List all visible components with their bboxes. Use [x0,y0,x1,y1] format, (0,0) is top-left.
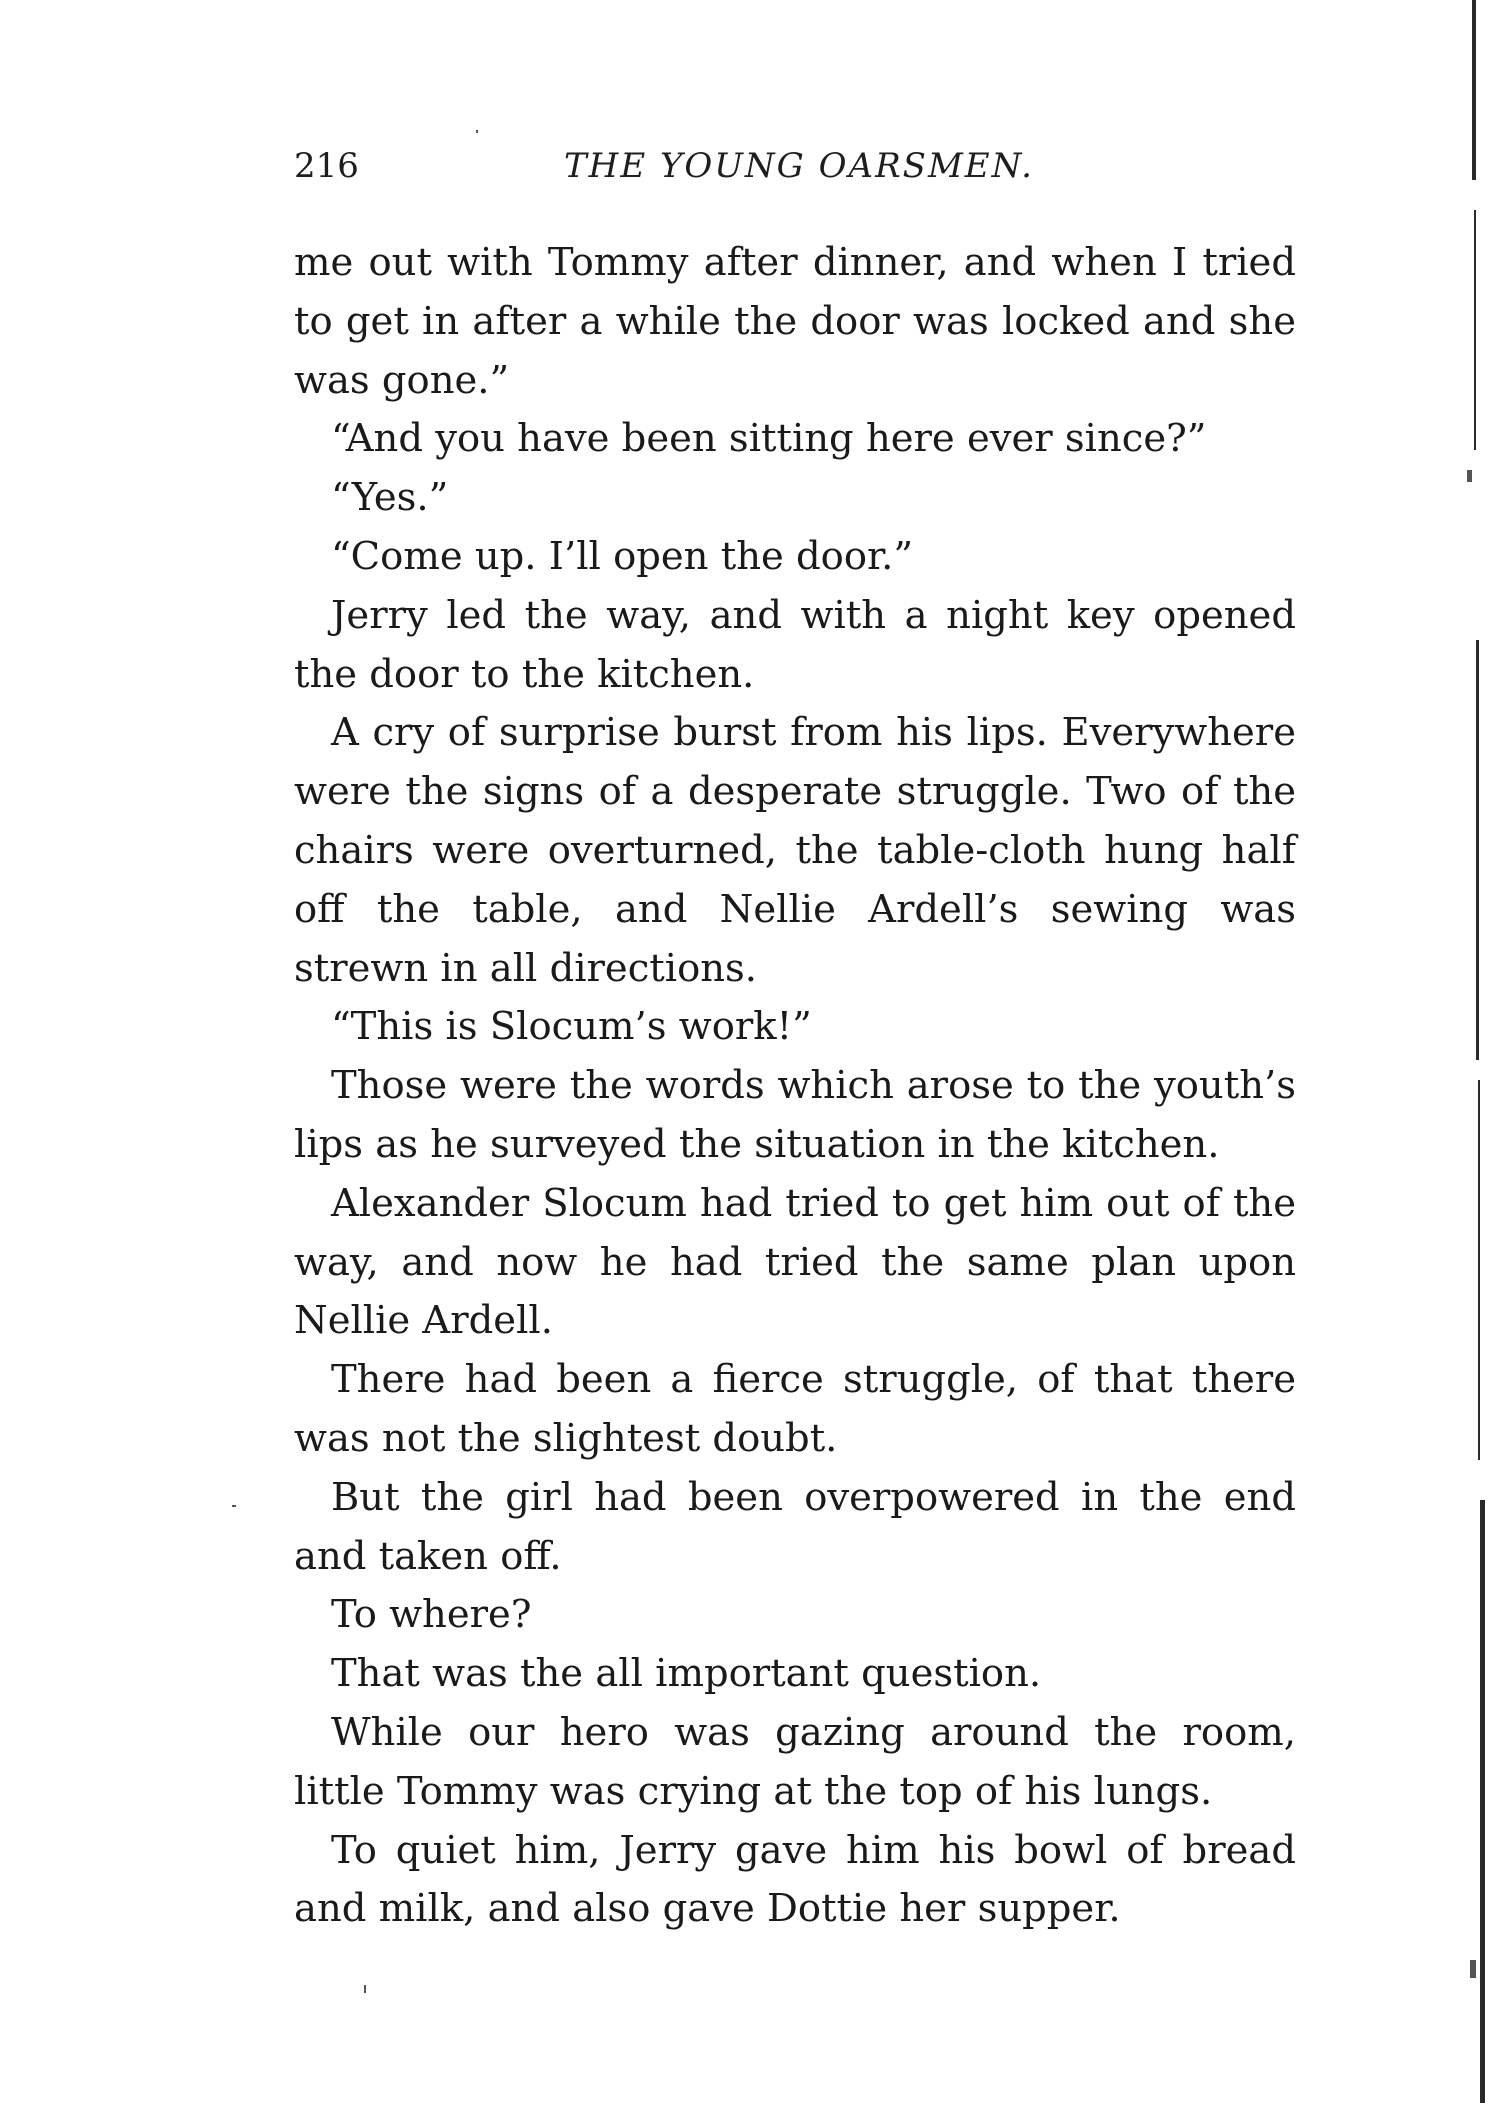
paragraph: “Come up. I’ll open the door.” [331,533,914,579]
paragraph: But the girl had been overpowered in the end and taken off. [294,1474,1296,1579]
paragraph: me out with Tommy after dinner, and when I tried to get in after a while the door was locked and she was gone.” [294,240,1296,403]
edge-line [1476,640,1479,1060]
page-binding-edge [1462,0,1488,2103]
paragraph: “Yes.” [331,475,449,521]
paragraph: Jerry led the way, and with a night key opened the door to the kitchen. [294,592,1296,697]
paragraph: A cry of surprise burst from his lips. Everywhere were the signs of a desperate struggle. Two of the chairs were overturned, the table-cloth hung half off the table, and Nellie Ardell’s sewing was strewn in all directions. [294,710,1296,991]
edge-line [1472,0,1476,180]
edge-speck [1470,1960,1476,1978]
edge-line [1474,210,1476,450]
running-title: THE YOUNG OARSMEN. [564,146,1034,186]
paragraph: “And you have been sitting here ever since?” [331,416,1207,462]
page-header [294,144,1294,194]
paragraph: To quiet him, Jerry gave him his bowl of bread and milk, and also gave Dottie her supper. [294,1827,1296,1932]
paragraph: Alexander Slocum had tried to get him out of the way, and now he had tried the same plan upon Nellie Ardell. [294,1180,1296,1344]
paper-speck [364,1985,366,1993]
body-text [294,234,1296,1939]
paragraph: Those were the words which arose to the youth’s lips as he surveyed the situation in the kitchen. [294,1063,1296,1167]
edge-line [1480,1500,1485,2103]
paragraph: While our hero was gazing around the room, little Tommy was crying at the top of his lungs. [294,1709,1296,1814]
edge-speck [1467,470,1472,482]
paragraph: That was the all important question. [331,1651,1042,1697]
paragraph: There had been a fierce struggle, of that there was not the slightest doubt. [294,1357,1296,1461]
paragraph: “This is Slocum’s work!” [331,1004,812,1050]
paragraph: To where? [331,1592,532,1638]
page-number: 216 [294,146,359,186]
paper-speck [476,130,478,133]
paper-speck [232,1505,236,1507]
edge-line [1478,1080,1480,1460]
